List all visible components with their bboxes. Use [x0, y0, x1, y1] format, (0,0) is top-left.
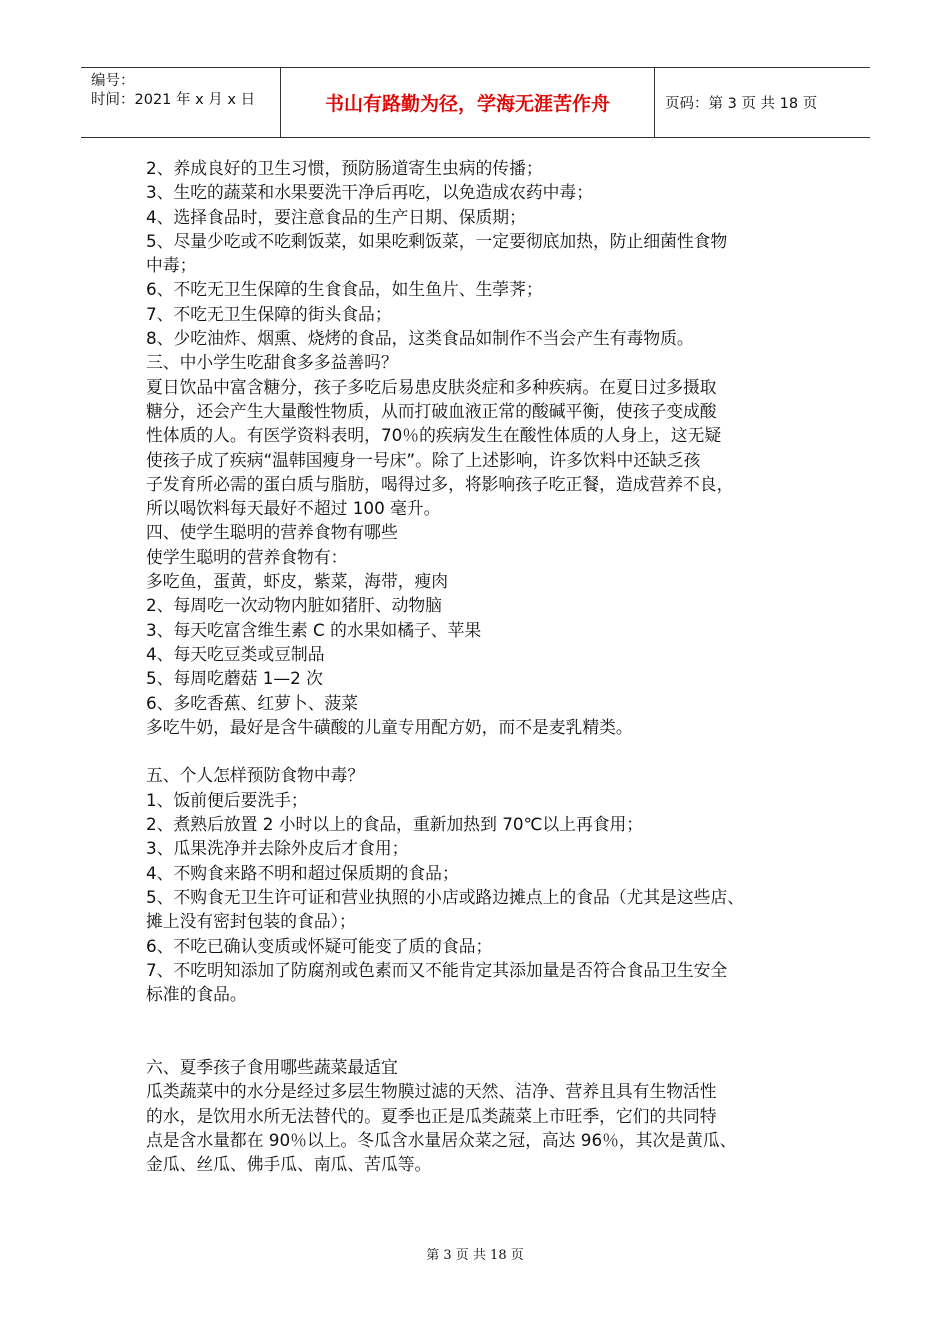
text-line: 所以喝饮料每天最好不超过 100 毫升。 — [146, 498, 441, 519]
header-motto-cell — [281, 68, 655, 137]
text-line: 糖分，还会产生大量酸性物质，从而打破血液正常的酸碱平衡，使孩子变成酸 — [146, 400, 717, 421]
text-line: 标准的食品。 — [146, 984, 247, 1005]
text-line: 5、每周吃蘑菇 1—2 次 — [146, 668, 323, 689]
text-line: 7、不吃无卫生保障的街头食品； — [146, 303, 392, 324]
page-header — [81, 67, 870, 138]
text-line: 3、瓜果洗净并去除外皮后才食用； — [146, 838, 409, 859]
text-line: 子发育所必需的蛋白质与脂肪，喝得过多，将影响孩子吃正餐，造成营养不良， — [146, 473, 734, 494]
text-line: 3、每天吃富含维生素 C 的水果如橘子、苹果 — [146, 619, 482, 640]
text-line: 使孩子成了疾病“温韩国瘦身一号床”。除了上述影响，许多饮料中还缺乏孩 — [146, 449, 701, 470]
footer-page-number: 第 3 页 共 18 页 — [426, 1248, 524, 1263]
text-line: 6、多吃香蕉、红萝卜、菠菜 — [146, 692, 359, 713]
text-line: 五、个人怎样预防食物中毒？ — [146, 765, 365, 786]
text-line: 六、夏季孩子食用哪些蔬菜最适宜 — [146, 1056, 398, 1077]
blank-line — [146, 739, 826, 763]
header-motto: 书山有路勤为径，学海无涯苦作舟 — [324, 93, 610, 115]
text-line: 5、尽量少吃或不吃剩饭菜，如果吃剩饭菜，一定要彻底加热，防止细菌性食物 — [146, 230, 728, 251]
text-line: 4、每天吃豆类或豆制品 — [146, 643, 325, 664]
header-page-info: 页码：第 3 页 共 18 页 — [665, 96, 818, 112]
text-line: 中毒； — [146, 255, 197, 276]
blank-line — [146, 1031, 826, 1055]
text-line: 三、中小学生吃甜食多多益善吗？ — [146, 352, 398, 373]
text-line: 四、使学生聪明的营养食物有哪些 — [146, 522, 398, 543]
header-meta — [81, 68, 281, 137]
text-line: 使学生聪明的营养食物有： — [146, 546, 348, 567]
text-line: 夏日饮品中富含糖分，孩子多吃后易患皮肤炎症和多种疾病。在夏日过多摄取 — [146, 376, 717, 397]
text-line: 6、不吃已确认变质或怀疑可能变了质的食品； — [146, 935, 493, 956]
text-line: 点是含水量都在 90％以上。冬瓜含水量居众菜之冠，高达 96％，其次是黄瓜、 — [146, 1129, 737, 1150]
text-line: 6、不吃无卫生保障的生食食品，如生鱼片、生荸荠； — [146, 279, 543, 300]
blank-line — [146, 1006, 826, 1030]
text-line: 5、不购食无卫生许可证和营业执照的小店或路边摊点上的食品（尤其是这些店、 — [146, 886, 745, 907]
page-footer — [0, 1244, 950, 1263]
text-line: 4、选择食品时，要注意食品的生产日期、保质期； — [146, 206, 526, 227]
text-line: 3、生吃的蔬菜和水果要洗干净后再吃，以免造成农药中毒； — [146, 182, 593, 203]
text-line: 1、饭前便后要洗手； — [146, 789, 308, 810]
header-page-info-cell — [655, 68, 870, 137]
text-line: 2、煮熟后放置 2 小时以上的食品，重新加热到 70℃以上再食用； — [146, 814, 644, 835]
text-line: 2、养成良好的卫生习惯，预防肠道寄生虫病的传播； — [146, 158, 543, 178]
text-line: 摊上没有密封包装的食品）； — [146, 911, 356, 932]
text-line: 8、少吃油炸、烟熏、烧烤的食品，这类食品如制作不当会产生有毒物质。 — [146, 328, 694, 349]
text-line: 多吃鱼，蛋黄，虾皮，紫菜，海带，瘦肉 — [146, 571, 449, 592]
document-date: 时间：2021 年 x 月 x 日 — [91, 92, 256, 108]
text-line: 多吃牛奶，最好是含牛磺酸的儿童专用配方奶，而不是麦乳精类。 — [146, 716, 633, 737]
document-number-label: 编号： — [91, 73, 135, 89]
text-line: 4、不购食来路不明和超过保质期的食品； — [146, 862, 459, 883]
text-line: 瓜类蔬菜中的水分是经过多层生物膜过滤的天然、洁净、营养且具有生物活性 — [146, 1081, 717, 1102]
document-body — [146, 156, 826, 1176]
text-line: 2、每周吃一次动物内脏如猪肝、动物脑 — [146, 595, 442, 616]
text-line: 性体质的人。有医学资料表明，70％的疾病发生在酸性体质的人身上，这无疑 — [146, 425, 722, 446]
text-line: 的水，是饮用水所无法替代的。夏季也正是瓜类蔬菜上市旺季，它们的共同特 — [146, 1105, 717, 1126]
text-line: 金瓜、丝瓜、佛手瓜、南瓜、苦瓜等。 — [146, 1154, 432, 1175]
text-line: 7、不吃明知添加了防腐剂或色素而又不能肯定其添加量是否符合食品卫生安全 — [146, 959, 728, 980]
